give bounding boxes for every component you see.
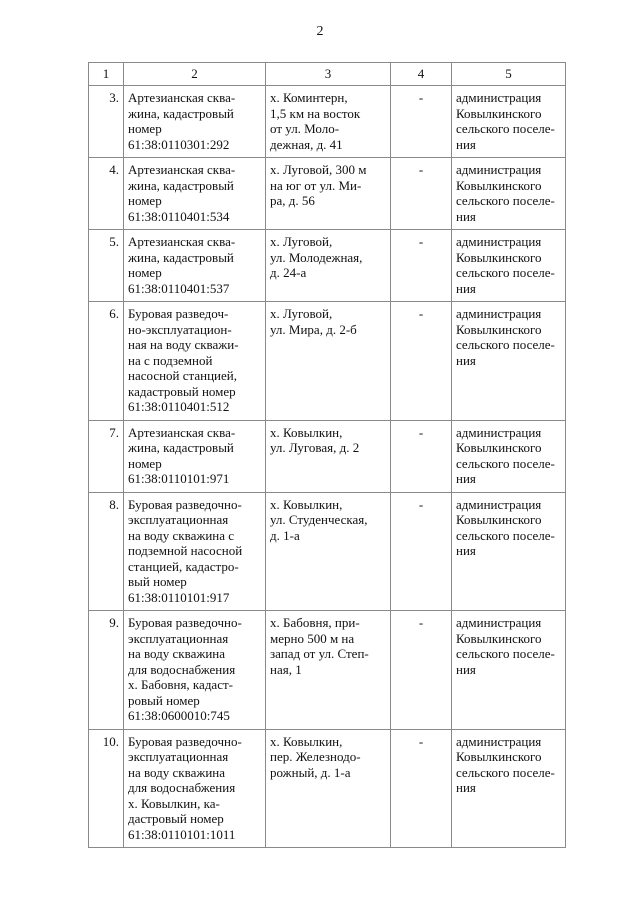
object-description: Артезианская сква- жина, кадастровый номер 61:38:0110301:292: [124, 86, 266, 158]
object-description: Артезианская сква- жина, кадастровый номер 61:38:0110101:971: [124, 420, 266, 492]
table-row: [89, 492, 566, 611]
header-row: [89, 63, 566, 86]
column-header-2: 2: [124, 63, 266, 86]
object-address: х. Луговой, ул. Мира, д. 2-б: [266, 302, 391, 421]
column-header-4: 4: [391, 63, 452, 86]
object-address: х. Ковылкин, ул. Луговая, д. 2: [266, 420, 391, 492]
column-4-value: -: [391, 86, 452, 158]
object-address: х. Луговой, ул. Молодежная, д. 24-а: [266, 230, 391, 302]
owner-name: администрация Ковылкинского сельского поселе- ния: [452, 158, 566, 230]
table-row: [89, 230, 566, 302]
object-address: х. Ковылкин, ул. Студенческая, д. 1-а: [266, 492, 391, 611]
row-number: 3.: [89, 86, 124, 158]
row-number: 8.: [89, 492, 124, 611]
table-row: [89, 420, 566, 492]
property-table: [88, 62, 566, 848]
table-body: [89, 86, 566, 848]
column-header-3: 3: [266, 63, 391, 86]
row-number: 6.: [89, 302, 124, 421]
column-header-1: 1: [89, 63, 124, 86]
row-number: 4.: [89, 158, 124, 230]
table-row: [89, 302, 566, 421]
table-row: [89, 158, 566, 230]
object-address: х. Луговой, 300 м на юг от ул. Ми- ра, д. 56: [266, 158, 391, 230]
object-description: Буровая разведочно- эксплуатационная на воду скважина для водоснабжения х. Ковылкин, ка- дастровый номер 61:38:0110101:1011: [124, 729, 266, 848]
object-description: Буровая разведочно- эксплуатационная на воду скважина для водоснабжения х. Бабовня, кадаст- ровый номер 61:38:0600010:745: [124, 611, 266, 730]
table-row: [89, 86, 566, 158]
owner-name: администрация Ковылкинского сельского поселе- ния: [452, 302, 566, 421]
column-4-value: -: [391, 420, 452, 492]
object-address: х. Бабовня, при- мерно 500 м на запад от ул. Степ- ная, 1: [266, 611, 391, 730]
column-4-value: -: [391, 302, 452, 421]
column-4-value: -: [391, 158, 452, 230]
owner-name: администрация Ковылкинского сельского поселе- ния: [452, 611, 566, 730]
object-address: х. Ковылкин, пер. Железнодо- рожный, д. 1-а: [266, 729, 391, 848]
table-row: [89, 611, 566, 730]
row-number: 10.: [89, 729, 124, 848]
column-4-value: -: [391, 230, 452, 302]
object-description: Буровая разведоч- но-эксплуатацион- ная на воду скважи- на с подземной насосной станцией, кадастровый номер 61:38:0110401:512: [124, 302, 266, 421]
row-number: 5.: [89, 230, 124, 302]
object-description: Артезианская сква- жина, кадастровый номер 61:38:0110401:537: [124, 230, 266, 302]
owner-name: администрация Ковылкинского сельского поселе- ния: [452, 492, 566, 611]
column-4-value: -: [391, 729, 452, 848]
object-description: Буровая разведочно- эксплуатационная на воду скважина с подземной насосной станцией, кадастро- вый номер 61:38:0110101:917: [124, 492, 266, 611]
table-row: [89, 729, 566, 848]
page-number: 2: [316, 24, 324, 39]
column-4-value: -: [391, 611, 452, 730]
object-description: Артезианская сква- жина, кадастровый номер 61:38:0110401:534: [124, 158, 266, 230]
column-header-5: 5: [452, 63, 566, 86]
row-number: 7.: [89, 420, 124, 492]
object-address: х. Коминтерн, 1,5 км на восток от ул. Моло- дежная, д. 41: [266, 86, 391, 158]
column-4-value: -: [391, 492, 452, 611]
owner-name: администрация Ковылкинского сельского поселе- ния: [452, 420, 566, 492]
table-header: [89, 63, 566, 86]
owner-name: администрация Ковылкинского сельского поселе- ния: [452, 230, 566, 302]
owner-name: администрация Ковылкинского сельского поселе- ния: [452, 86, 566, 158]
row-number: 9.: [89, 611, 124, 730]
owner-name: администрация Ковылкинского сельского поселе- ния: [452, 729, 566, 848]
